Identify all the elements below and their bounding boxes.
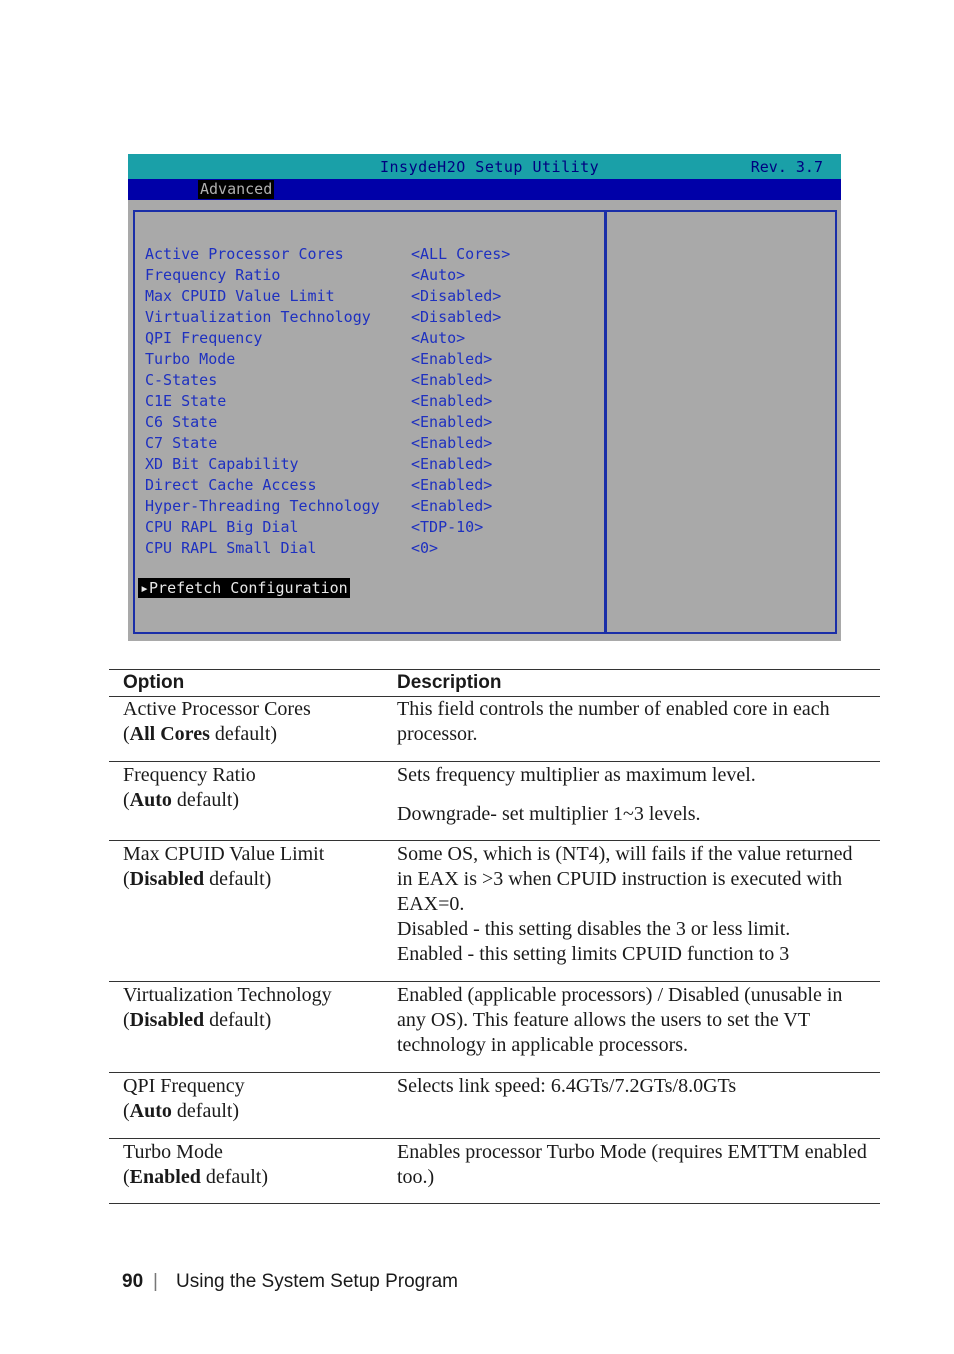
default-suffix: default) [209, 723, 278, 745]
description-cell [397, 763, 867, 827]
table-row [109, 1139, 880, 1204]
bios-setting-c6-state[interactable] [145, 413, 595, 434]
setting-label: C-States [145, 371, 218, 389]
setting-value: <ALL Cores> [411, 245, 511, 263]
setting-value: <Disabled> [411, 287, 502, 305]
setting-label: Max CPUID Value Limit [145, 287, 335, 305]
default-value: Auto [129, 789, 172, 811]
option-name: Max CPUID Value Limit [123, 843, 325, 865]
bios-settings-panel [133, 210, 607, 634]
option-default: (Auto default) [123, 789, 240, 811]
description-text: Enabled - this setting limits CPUID function to 3 [397, 943, 790, 965]
table-row [109, 841, 880, 982]
bios-setting-rapl-big-dial[interactable] [145, 518, 595, 539]
option-default: (All Cores default) [123, 723, 278, 745]
option-default: (Enabled default) [123, 1166, 269, 1188]
option-name: Virtualization Technology [123, 984, 332, 1006]
bios-menu-bar [128, 179, 841, 200]
description-text: Some OS, which is (NT4), will fails if the value returned in EAX is >3 when CPUID instruction is executed with EAX=0. [397, 843, 853, 915]
bios-setting-c-states[interactable] [145, 371, 595, 392]
default-value: Auto [129, 1100, 172, 1122]
bios-setting-qpi-frequency[interactable] [145, 329, 595, 350]
option-name: Turbo Mode [123, 1141, 223, 1163]
bios-setting-turbo-mode[interactable] [145, 350, 595, 371]
table-header [109, 669, 880, 697]
bios-title: InsydeH2O Setup Utility [380, 158, 600, 176]
bios-help-panel [604, 210, 837, 634]
setting-label: Frequency Ratio [145, 266, 281, 284]
prefetch-configuration-submenu[interactable]: ▸Prefetch Configuration [140, 579, 348, 597]
default-suffix: default) [171, 1100, 240, 1122]
option-cell [123, 697, 393, 747]
default-suffix: default) [171, 789, 240, 811]
setting-label: C7 State [145, 434, 218, 452]
bios-setting-c1e-state[interactable] [145, 392, 595, 413]
option-name: QPI Frequency [123, 1075, 245, 1097]
default-value: All Cores [129, 723, 210, 745]
setting-value: <Enabled> [411, 476, 493, 494]
setting-label: Active Processor Cores [145, 245, 344, 263]
description-text: Selects link speed: 6.4GTs/7.2GTs/8.0GTs [397, 1075, 737, 1097]
bios-title-bar [128, 154, 841, 179]
setting-value: <Enabled> [411, 413, 493, 431]
description-cell [397, 1074, 867, 1099]
setting-value: <Enabled> [411, 455, 493, 473]
description-text: This field controls the number of enabled core in each processor. [397, 698, 830, 745]
header-option: Option [123, 672, 185, 693]
setting-label: Virtualization Technology [145, 308, 371, 326]
option-default: (Auto default) [123, 1100, 240, 1122]
bios-setting-direct-cache[interactable] [145, 476, 595, 497]
description-text: Downgrade- set multiplier 1~3 levels. [397, 803, 701, 825]
setting-value: <Enabled> [411, 434, 493, 452]
bios-setting-rapl-small-dial[interactable] [145, 539, 595, 560]
bios-setting-xd-bit[interactable] [145, 455, 595, 476]
description-text: Sets frequency multiplier as maximum level. [397, 764, 756, 786]
option-cell [123, 763, 393, 813]
description-cell [397, 983, 867, 1058]
default-value: Disabled [129, 1009, 205, 1031]
setting-value: <0> [411, 539, 439, 557]
table-row [109, 696, 880, 762]
option-name: Active Processor Cores [123, 698, 311, 720]
option-cell [123, 983, 393, 1033]
bios-screenshot [128, 154, 841, 641]
default-value: Disabled [129, 868, 205, 890]
option-name: Frequency Ratio [123, 764, 256, 786]
setting-label: XD Bit Capability [145, 455, 299, 473]
bios-setting-max-cpuid[interactable] [145, 287, 595, 308]
setting-value: <Enabled> [411, 371, 493, 389]
table-row [109, 1073, 880, 1139]
default-suffix: default) [200, 1166, 269, 1188]
page-number: 90 [122, 1271, 144, 1292]
description-text: Enabled (applicable processors) / Disabled (unusable in any OS). This feature allows the users to set the VT technology in applicable processors. [397, 984, 843, 1056]
option-default: (Disabled default) [123, 868, 272, 890]
option-cell [123, 1140, 393, 1190]
bios-setting-c7-state[interactable] [145, 434, 595, 455]
bios-setting-active-processor-cores[interactable] [145, 245, 595, 266]
bios-revision: Rev. 3.7 [750, 158, 823, 176]
setting-value: <Enabled> [411, 392, 493, 410]
setting-value: <TDP-10> [411, 518, 484, 536]
setting-label: QPI Frequency [145, 329, 263, 347]
setting-value: <Disabled> [411, 308, 502, 326]
setting-label: C6 State [145, 413, 218, 431]
setting-label: Direct Cache Access [145, 476, 317, 494]
default-suffix: default) [204, 1009, 272, 1031]
option-default: (Disabled default) [123, 1009, 272, 1031]
default-value: Enabled [129, 1166, 201, 1188]
table-row [109, 982, 880, 1073]
option-cell [123, 1074, 393, 1124]
description-cell [397, 842, 867, 967]
table-row [109, 762, 880, 841]
bios-setting-hyper-threading[interactable] [145, 497, 595, 518]
description-cell [397, 1140, 867, 1190]
option-cell [123, 842, 393, 892]
description-text: Disabled - this setting disables the 3 or less limit. [397, 918, 791, 940]
bios-setting-frequency-ratio[interactable] [145, 266, 595, 287]
description-text: Enables processor Turbo Mode (requires EMTTM enabled too.) [397, 1141, 867, 1188]
header-description: Description [397, 672, 502, 693]
description-cell [397, 697, 867, 747]
setting-value: <Enabled> [411, 350, 493, 368]
setting-label: Turbo Mode [145, 350, 236, 368]
section-title: Using the System Setup Program [176, 1271, 458, 1292]
setting-value: <Enabled> [411, 497, 493, 515]
bios-setting-virtualization[interactable] [145, 308, 595, 329]
footer-separator: | [153, 1271, 158, 1292]
default-suffix: default) [204, 868, 272, 890]
setting-label: CPU RAPL Big Dial [145, 518, 299, 536]
setting-label: Hyper-Threading Technology [145, 497, 380, 515]
tab-advanced[interactable]: Advanced [200, 180, 273, 198]
setting-label: CPU RAPL Small Dial [145, 539, 317, 557]
setting-value: <Auto> [411, 266, 466, 284]
setting-value: <Auto> [411, 329, 466, 347]
setting-label: C1E State [145, 392, 227, 410]
